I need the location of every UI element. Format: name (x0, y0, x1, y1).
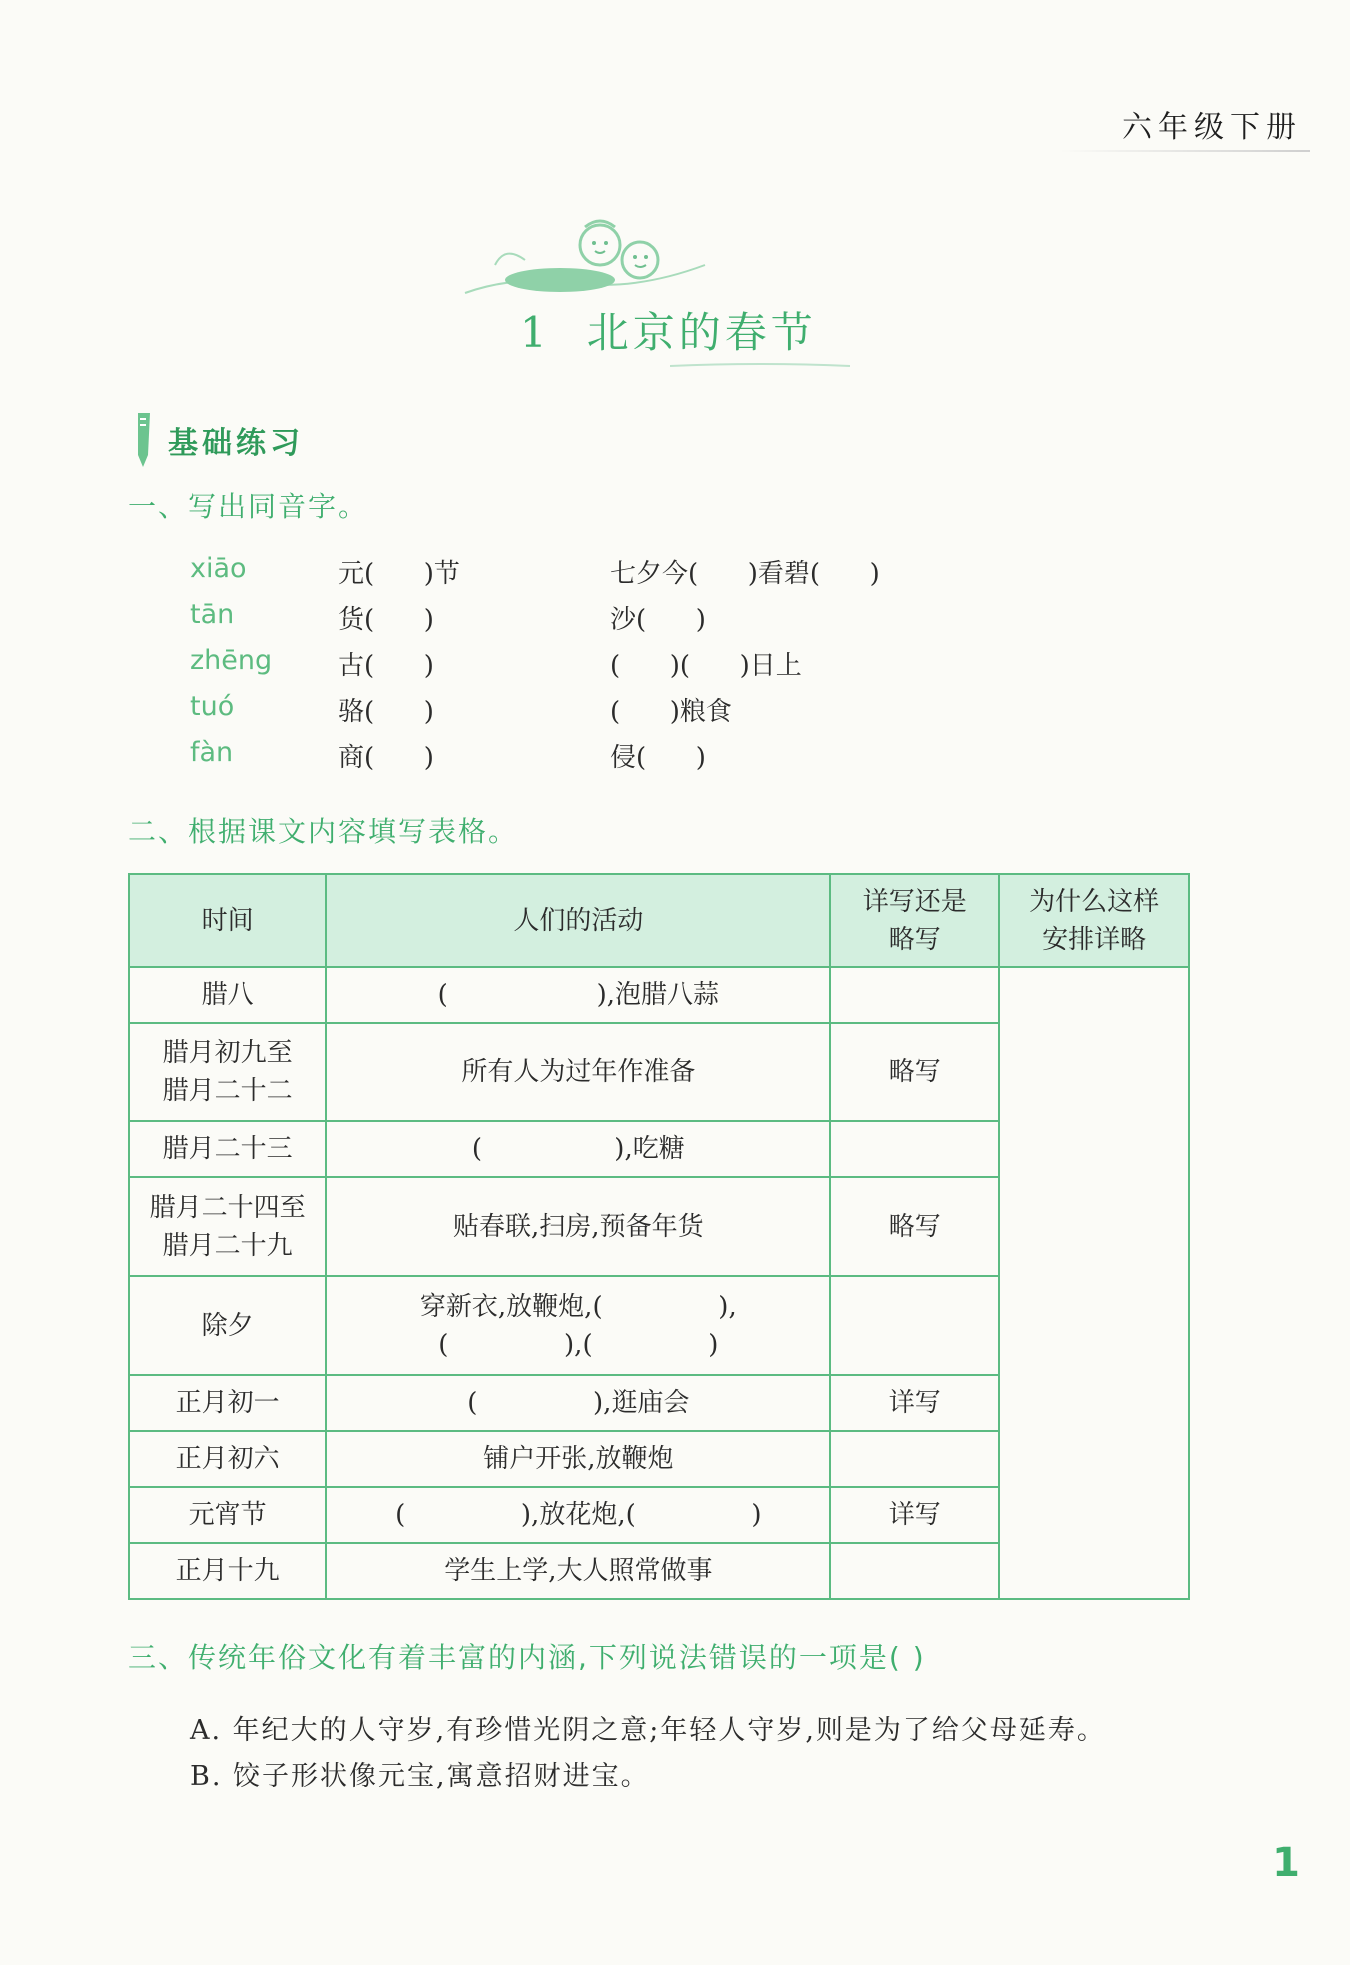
pinyin-row (190, 691, 1090, 731)
time-cell: 正月初一 (129, 1375, 326, 1431)
header-detail: 详写还是 略写 (830, 874, 999, 967)
grade-label: 六年级下册 (1122, 110, 1302, 145)
lesson-number: 1 (520, 308, 551, 357)
activity-cell[interactable]: ( ),逛庙会 (326, 1375, 830, 1431)
blank-item[interactable]: 元( )节 (338, 559, 460, 589)
detail-cell[interactable] (830, 1276, 999, 1375)
detail-cell[interactable] (830, 1543, 999, 1599)
reason-cell[interactable] (999, 967, 1189, 1599)
pinyin-row (190, 645, 1090, 685)
q1-heading: 一、写出同音字。 (128, 490, 369, 523)
detail-cell: 略写 (830, 1023, 999, 1121)
pinyin: tān (190, 599, 235, 630)
time-cell: 除夕 (129, 1276, 326, 1375)
pinyin: zhēng (190, 645, 273, 676)
q3-heading: 三、传统年俗文化有着丰富的内涵,下列说法错误的一项是( ) (128, 1641, 926, 1674)
table-row (129, 967, 1189, 1023)
activity-cell: 贴春联,扫房,预备年货 (326, 1177, 830, 1276)
pinyin-row (190, 737, 1090, 777)
time-cell: 正月初六 (129, 1431, 326, 1487)
title-underline (670, 362, 850, 370)
pinyin-row (190, 553, 1090, 593)
lesson-name: 北京的春节 (586, 308, 817, 357)
pinyin-row (190, 599, 1090, 639)
pinyin: fàn (190, 737, 234, 768)
table-header-row (129, 874, 1189, 967)
detail-cell: 详写 (830, 1375, 999, 1431)
header-time: 时间 (129, 874, 326, 967)
time-cell: 正月十九 (129, 1543, 326, 1599)
time-cell: 腊八 (129, 967, 326, 1023)
blank-item[interactable]: 沙( ) (610, 605, 706, 635)
festival-table (128, 873, 1190, 1600)
detail-cell[interactable] (830, 967, 999, 1023)
header-activity: 人们的活动 (326, 874, 830, 967)
page-number: 1 (1272, 1840, 1300, 1886)
section-badge (130, 410, 304, 470)
detail-cell[interactable] (830, 1431, 999, 1487)
pinyin: xiāo (190, 553, 247, 584)
blank-item[interactable]: 货( ) (338, 605, 434, 635)
blank-item[interactable]: 古( ) (338, 651, 434, 681)
detail-cell[interactable] (830, 1121, 999, 1177)
blank-item[interactable]: 商( ) (338, 743, 434, 773)
blank-item[interactable]: ( )粮食 (610, 697, 732, 727)
activity-cell[interactable]: 穿新衣,放鞭炮,( ), ( ),( ) (326, 1276, 830, 1375)
activity-cell: 学生上学,大人照常做事 (326, 1543, 830, 1599)
activity-cell[interactable]: ( ),泡腊八蒜 (326, 967, 830, 1023)
header-divider (1060, 150, 1310, 152)
q2-heading: 二、根据课文内容填写表格。 (128, 815, 519, 848)
time-cell: 腊月二十四至 腊月二十九 (129, 1177, 326, 1276)
pencil-icon (130, 411, 156, 469)
option-a[interactable]: A. 年纪大的人守岁,有珍惜光阴之意;年轻人守岁,则是为了给父母延寿。 (190, 1715, 1106, 1746)
section-label: 基础练习 (168, 426, 304, 461)
activity-cell: 所有人为过年作准备 (326, 1023, 830, 1121)
time-cell: 腊月二十三 (129, 1121, 326, 1177)
detail-cell: 略写 (830, 1177, 999, 1276)
activity-cell: 铺户开张,放鞭炮 (326, 1431, 830, 1487)
activity-cell[interactable]: ( ),吃糖 (326, 1121, 830, 1177)
blank-item[interactable]: 骆( ) (338, 697, 434, 727)
blank-item[interactable]: ( )( )日上 (610, 651, 802, 681)
blank-item[interactable]: 七夕今( )看碧( ) (610, 559, 880, 589)
time-cell: 元宵节 (129, 1487, 326, 1543)
kids-illustration-icon (455, 205, 715, 305)
activity-cell[interactable]: ( ),放花炮,( ) (326, 1487, 830, 1543)
header-reason: 为什么这样 安排详略 (999, 874, 1189, 967)
detail-cell: 详写 (830, 1487, 999, 1543)
pinyin: tuó (190, 691, 235, 722)
blank-item[interactable]: 侵( ) (610, 743, 706, 773)
lesson-title (520, 300, 817, 360)
option-b[interactable]: B. 饺子形状像元宝,寓意招财进宝。 (190, 1761, 650, 1792)
time-cell: 腊月初九至 腊月二十二 (129, 1023, 326, 1121)
